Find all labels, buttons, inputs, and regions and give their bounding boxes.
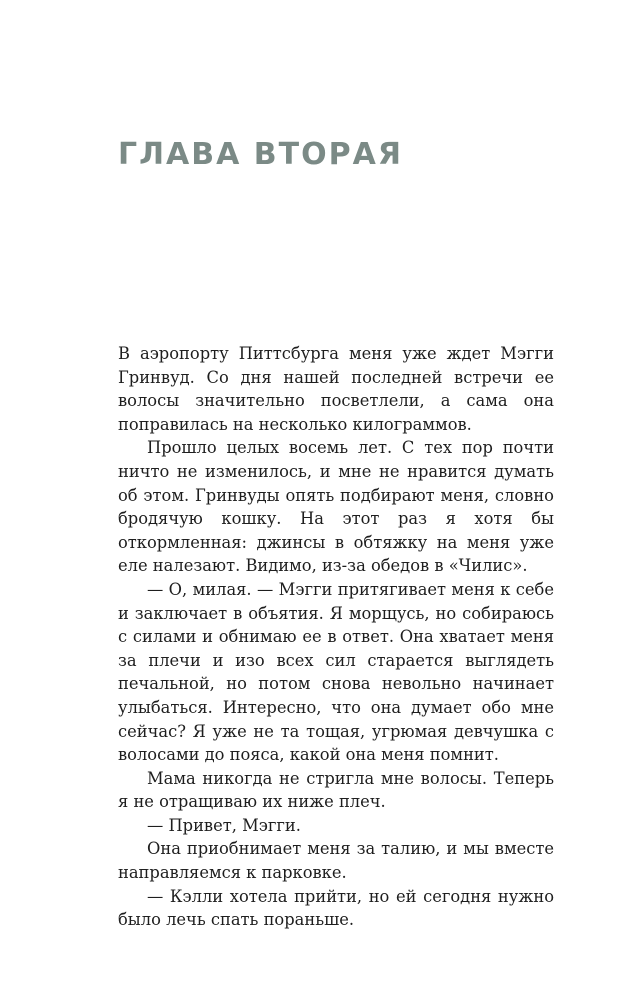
paragraph-1: В аэропорту Питтсбурга меня уже ждет Мэгги Гринвуд. Со дня нашей последней встречи ее волосы значительно посветлели, а сама она поправилась на несколько килограммов. <box>118 344 554 434</box>
chapter-title: ГЛАВА ВТОРАЯ <box>118 137 403 172</box>
paragraph-2: Прошло целых восемь лет. С тех пор почти ничто не изменилось, и мне не нравится думать об этом. Гринвуды опять подбирают меня, словно бродячую кошку. На этот раз я хотя бы откормленная: джинсы в обтяжку на меня уже еле налезают. Видимо, из-за обедов в «Чилис». <box>118 438 554 576</box>
paragraph-6: Она приобнимает меня за талию, и мы вместе направляемся к парковке. <box>118 839 554 883</box>
paragraph-4: Мама никогда не стригла мне волосы. Теперь я не отращиваю их ниже плеч. <box>118 768 554 812</box>
paragraph-5: — Привет, Мэгги. <box>147 815 301 835</box>
paragraph-7: — Кэлли хотела прийти, но ей сегодня нужно было лечь спать пораньше. <box>118 886 554 930</box>
paragraph-3: — О, милая. — Мэгги притягивает меня к себе и заключает в объятия. Я морщусь, но собираюсь с силами и обнимаю ее в ответ. Она хватает меня за плечи и изо всех сил старается выглядеть печальной, но потом снова невольно начинает улыбаться. Интересно, что она думает обо мне сейчас? Я уже не та тощая, угрюмая девчушка с волосами до пояса, какой она меня помнит. <box>118 579 554 765</box>
chapter-body-text <box>118 342 554 932</box>
